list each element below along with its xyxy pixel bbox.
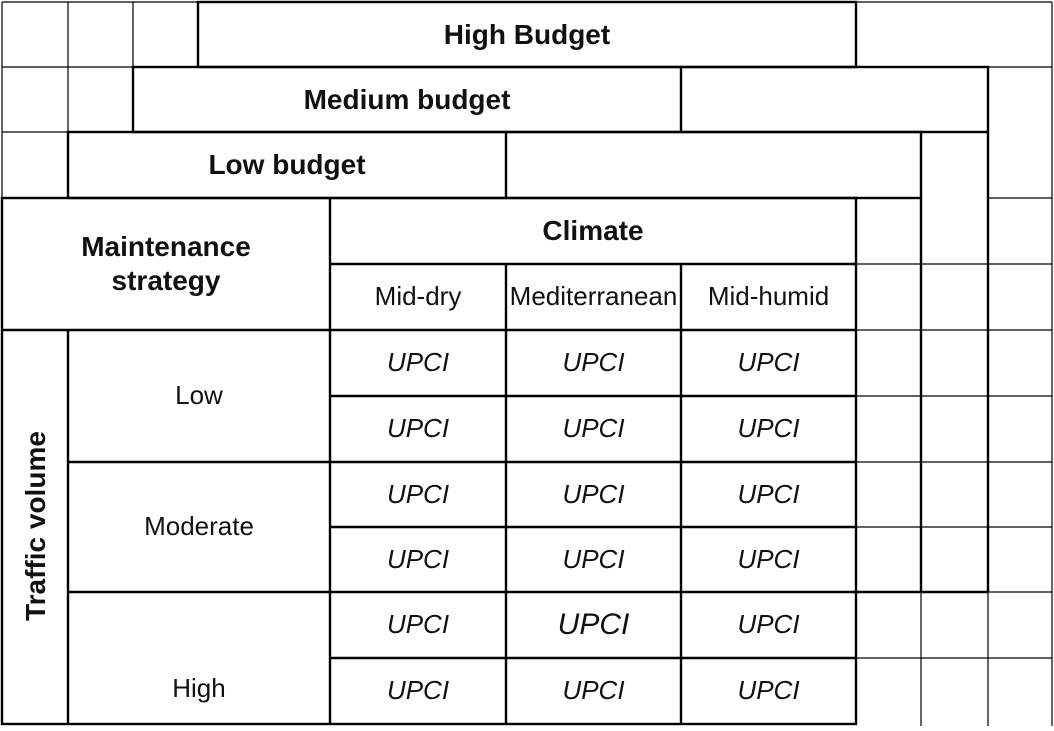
stacked-table-edges — [856, 132, 1052, 726]
cell: UPCI — [562, 675, 625, 706]
climate-mid-dry: Mid-dry — [374, 281, 462, 312]
cell: UPCI — [562, 347, 625, 378]
cell: UPCI — [386, 675, 450, 706]
cell: UPCI — [386, 347, 450, 378]
cell: UPCI — [737, 413, 800, 444]
traffic-high: High — [172, 672, 226, 703]
traffic-moderate: Moderate — [144, 511, 254, 542]
cell: UPCI — [737, 347, 800, 378]
cell: UPCI — [562, 543, 625, 574]
traffic-low: Low — [175, 380, 223, 411]
cell: UPCI — [562, 478, 625, 509]
traffic-volume-label — [6, 330, 66, 722]
cell: UPCI — [386, 413, 450, 444]
climate-header: Climate — [542, 215, 644, 247]
cell: UPCI — [737, 609, 800, 640]
cell: UPCI — [557, 608, 630, 641]
cell: UPCI — [386, 609, 450, 640]
cell: UPCI — [737, 675, 800, 706]
medium-budget-label: Medium budget — [303, 83, 511, 115]
strategy-header-line-1: Maintenance — [81, 231, 251, 263]
cell: UPCI — [737, 478, 800, 509]
strategy-header-line-2: strategy — [111, 265, 221, 296]
maintenance-strategy-header — [2, 198, 330, 330]
cell: UPCI — [562, 413, 625, 444]
climate-mediterranean: Mediterranean — [509, 281, 678, 312]
climate-mid-humid: Mid-humid — [707, 281, 830, 312]
cell: UPCI — [386, 478, 450, 509]
low-budget-label: Low budget — [208, 149, 366, 181]
high-budget-label: High Budget — [443, 18, 611, 50]
traffic-volume-text: Traffic volume — [20, 431, 51, 621]
cell: UPCI — [386, 543, 450, 574]
cell: UPCI — [737, 543, 800, 574]
